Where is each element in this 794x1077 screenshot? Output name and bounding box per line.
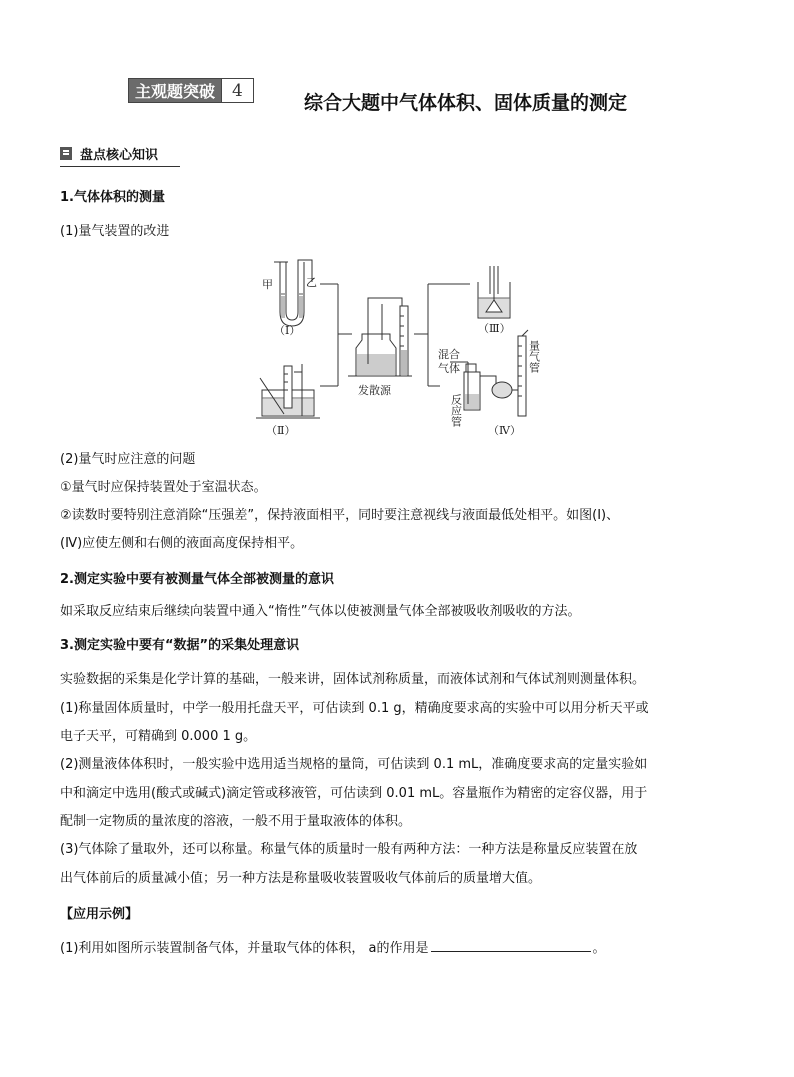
book-icon bbox=[60, 147, 72, 160]
apparatus-diagram bbox=[240, 254, 560, 438]
paragraph: (2)测量液体体积时，一般实验中选用适当规格的量筒，可估读到 0.1 mL，准确度要求高的定量实验如 bbox=[60, 757, 648, 772]
question-text: (1)利用如图所示装置制备气体，并量取气体的体积， a的作用是 bbox=[60, 941, 429, 956]
label-source: 发散源 bbox=[358, 384, 391, 397]
paragraph: (1)量气装置的改进 bbox=[60, 224, 170, 239]
paragraph: (2)量气时应注意的问题 bbox=[60, 452, 196, 467]
page-title: 综合大题中气体体积、固体质量的测定 bbox=[304, 92, 628, 114]
paragraph: 中和滴定中选用(酸式或碱式)滴定管或移液管，可估读到 0.01 mL。容量瓶作为精密的定容仪器，用于 bbox=[60, 786, 648, 801]
badge-label: 主观题突破 bbox=[128, 78, 222, 103]
question-1 bbox=[60, 937, 606, 956]
heading-3: 3.测定实验中要有“数据”的采集处理意识 bbox=[60, 638, 300, 653]
label-measure: 量气管 bbox=[527, 340, 541, 373]
section-header bbox=[60, 144, 158, 163]
paragraph: 电子天平，可精确到 0.000 1 g。 bbox=[60, 729, 257, 744]
paragraph: ②读数时要特别注意消除“压强差”，保持液面相平，同时要注意视线与液面最低处相平。如图(Ⅰ)、 bbox=[60, 508, 620, 523]
paragraph: (Ⅳ)应使左侧和右侧的液面高度保持相平。 bbox=[60, 536, 304, 551]
label-yi: 乙 bbox=[306, 276, 317, 289]
badge-number: 4 bbox=[222, 78, 254, 103]
paragraph: (3)气体除了量取外，还可以称量。称量气体的质量时一般有两种方法：一种方法是称量反应装置在放 bbox=[60, 842, 638, 857]
label-mixed-1: 混合 bbox=[438, 348, 460, 361]
u-tube-apparatus bbox=[274, 260, 312, 326]
label-iii: （Ⅲ） bbox=[478, 322, 511, 335]
section-divider bbox=[60, 166, 180, 167]
paragraph: (1)称量固体质量时，中学一般用托盘天平，可估读到 0.1 g，精确度要求高的实验中可以用分析天平或 bbox=[60, 701, 649, 716]
answer-blank[interactable] bbox=[431, 939, 591, 952]
question-end: 。 bbox=[592, 941, 606, 956]
source-apparatus bbox=[348, 298, 412, 376]
label-ii: （Ⅱ） bbox=[266, 424, 296, 437]
paragraph: ①量气时应保持装置处于室温状态。 bbox=[60, 480, 267, 495]
label-iv: （Ⅳ） bbox=[488, 424, 521, 437]
label-i: （Ⅰ） bbox=[274, 324, 301, 337]
heading-1: 1.气体体积的测量 bbox=[60, 190, 165, 205]
label-reaction: 反应管 bbox=[449, 394, 463, 427]
paragraph: 配制一定物质的量浓度的溶液，一般不用于量取液体的体积。 bbox=[60, 814, 412, 829]
topic-badge bbox=[128, 78, 254, 103]
section-title: 盘点核心知识 bbox=[80, 148, 159, 163]
trough-apparatus bbox=[256, 364, 320, 418]
paragraph: 如采取反应结束后继续向装置中通入“惰性”气体以使被测量气体全部被吸收剂吸收的方法。 bbox=[60, 604, 581, 619]
beaker-apparatus bbox=[478, 266, 510, 318]
example-label: 【应用示例】 bbox=[60, 907, 139, 922]
paragraph: 出气体前后的质量减小值；另一种方法是称量吸收装置吸收气体前后的质量增大值。 bbox=[60, 871, 542, 886]
label-jia: 甲 bbox=[262, 278, 273, 291]
label-mixed-2: 气体 bbox=[438, 362, 460, 375]
heading-2: 2.测定实验中要有被测量气体全部被测量的意识 bbox=[60, 572, 334, 587]
paragraph: 实验数据的采集是化学计算的基础，一般来讲，固体试剂称质量，而液体试剂和气体试剂则测量体积。 bbox=[60, 672, 646, 687]
